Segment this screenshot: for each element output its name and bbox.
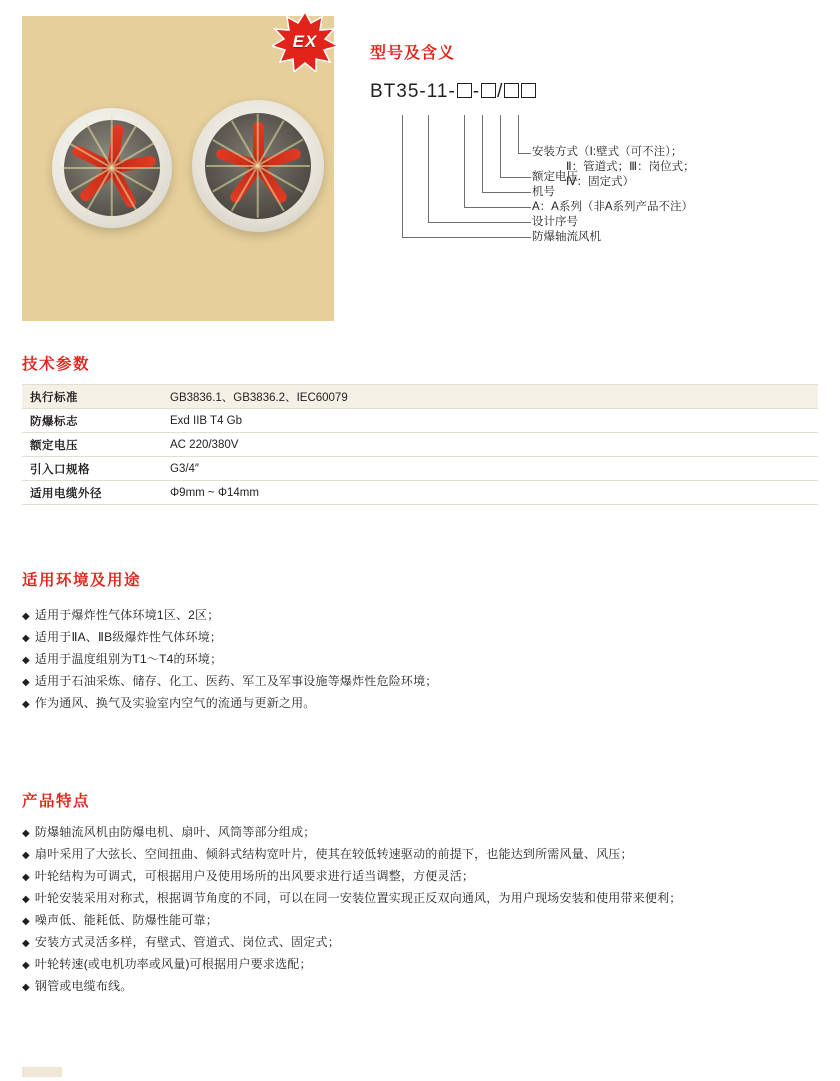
spec-value: Φ9mm ~ Φ14mm (148, 481, 818, 505)
spec-value: G3/4″ (148, 457, 818, 481)
model-code-box-2 (481, 83, 496, 98)
list-item (22, 866, 822, 888)
model-code-box-4 (521, 83, 536, 98)
page-footer-mark (22, 1067, 62, 1077)
list-item (22, 627, 822, 649)
table-row (22, 481, 818, 505)
list-item (22, 910, 822, 932)
spec-value: GB3836.1、GB3836.2、IEC60079 (148, 385, 818, 409)
environment-list (22, 605, 822, 715)
diamond-bullet-icon: ◆ (22, 894, 30, 905)
fan-illustration (22, 86, 334, 256)
diamond-bullet-icon: ◆ (22, 699, 30, 710)
spec-key: 防爆标志 (22, 409, 148, 433)
list-item (22, 649, 822, 671)
diamond-bullet-icon: ◆ (22, 872, 30, 883)
legend-item-frame-no: 机号 (532, 186, 555, 198)
list-item-text: 适用于爆炸性气体环境1区、2区； (34, 608, 220, 622)
list-item-text: 适用于ⅡA、ⅡB级爆炸性气体环境； (34, 630, 223, 644)
specs-table (22, 384, 818, 505)
diamond-bullet-icon: ◆ (22, 655, 30, 666)
spec-key: 额定电压 (22, 433, 148, 457)
section-title-features: 产品特点 (22, 793, 91, 810)
legend-item-install-2: Ⅱ：管道式；Ⅲ：岗位式； (566, 161, 695, 173)
model-title: 型号及含义 (370, 45, 456, 62)
model-code-box-3 (504, 83, 519, 98)
diamond-bullet-icon: ◆ (22, 611, 30, 622)
table-row (22, 409, 818, 433)
diamond-bullet-icon: ◆ (22, 938, 30, 949)
legend-item-product: 防爆轴流风机 (532, 231, 601, 243)
model-designation-block (370, 40, 820, 265)
list-item (22, 888, 822, 910)
model-code-dash: - (472, 81, 481, 102)
diamond-bullet-icon: ◆ (22, 633, 30, 644)
leader-line-6 (402, 115, 531, 238)
list-item-text: 扇叶采用了大弦长、空间扭曲、倾斜式结构宽叶片，使其在较低转速驱动的前提下，也能达到所需风量、风压； (34, 847, 633, 861)
diamond-bullet-icon: ◆ (22, 916, 30, 927)
fan-unit-right (192, 100, 324, 232)
list-item (22, 605, 822, 627)
list-item-text: 钢管或电缆布线。 (34, 979, 133, 993)
spec-value: AC 220/380V (148, 433, 818, 457)
list-item (22, 693, 822, 715)
list-item-text: 适用于石油采炼、储存、化工、医药、军工及军事设施等爆炸性危险环境； (34, 674, 438, 688)
features-list (22, 822, 822, 998)
model-code-box-1 (457, 83, 472, 98)
model-code-slash: / (497, 81, 504, 102)
list-item-text: 适用于温度组别为T1～T4的环境； (34, 652, 223, 666)
section-title-environment: 适用环境及用途 (22, 572, 142, 589)
legend-item-install-3: Ⅳ：固定式） (566, 176, 635, 188)
table-row (22, 457, 818, 481)
fan-unit-left (52, 108, 172, 228)
legend-item-design-seq: 设计序号 (532, 216, 578, 228)
spec-key: 适用电缆外径 (22, 481, 148, 505)
list-item-text: 噪声低、能耗低、防爆性能可靠； (34, 913, 218, 927)
diamond-bullet-icon: ◆ (22, 982, 30, 993)
list-item-text: 叶轮转速(或电机功率或风量)可根据用户要求选配； (34, 957, 312, 971)
diamond-bullet-icon: ◆ (22, 677, 30, 688)
list-item-text: 叶轮安装采用对称式，根据调节角度的不同，可以在同一安装位置实现正反双向通风，为用户现场安装和使用带来便利； (34, 891, 682, 905)
spec-key: 执行标准 (22, 385, 148, 409)
model-code-prefix: BT35-11- (370, 81, 456, 102)
list-item (22, 954, 822, 976)
list-item-text: 叶轮结构为可调式，可根据用户及使用场所的出风要求进行适当调整，方便灵活； (34, 869, 475, 883)
diamond-bullet-icon: ◆ (22, 850, 30, 861)
diamond-bullet-icon: ◆ (22, 828, 30, 839)
list-item (22, 671, 822, 693)
legend-item-series: A：A系列（非A系列产品不注） (532, 201, 694, 213)
table-row (22, 433, 818, 457)
list-item-text: 作为通风、换气及实验室内空气的流通与更新之用。 (34, 696, 316, 710)
spec-key: 引入口规格 (22, 457, 148, 481)
list-item (22, 844, 822, 866)
list-item-text: 防爆轴流风机由防爆电机、扇叶、风筒等部分组成； (34, 825, 316, 839)
legend-item-voltage: 额定电压 (532, 171, 578, 183)
model-legend (370, 115, 820, 265)
list-item (22, 976, 822, 998)
table-row (22, 385, 818, 409)
model-code (370, 81, 820, 107)
section-title-specs: 技术参数 (22, 356, 91, 373)
list-item-text: 安装方式灵活多样，有壁式、管道式、岗位式、固定式； (34, 935, 340, 949)
spec-value: Exd IIB T4 Gb (148, 409, 818, 433)
list-item (22, 822, 822, 844)
ex-badge-label: EX (292, 32, 318, 51)
diamond-bullet-icon: ◆ (22, 960, 30, 971)
list-item (22, 932, 822, 954)
legend-item-install-1: 安装方式（Ⅰ:壁式（可不注）； (532, 146, 683, 158)
ex-badge-icon (272, 12, 338, 72)
